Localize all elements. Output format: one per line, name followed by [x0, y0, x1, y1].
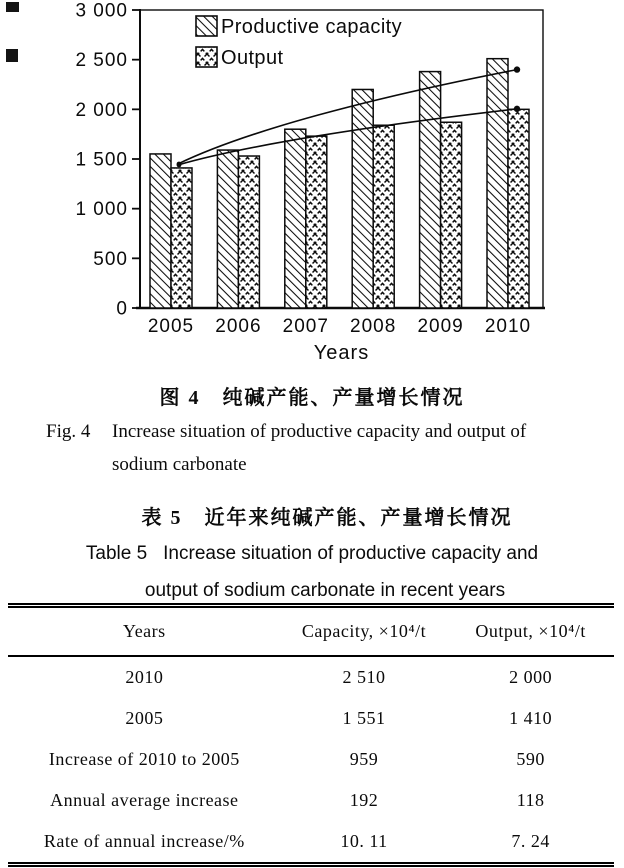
x-tick-label: 2009	[417, 316, 464, 337]
trend-start-marker	[177, 163, 182, 168]
table-cell: Rate of annual increase/%	[43, 831, 245, 851]
figure-caption-line1: Increase situation of productive capacity and output of	[112, 421, 527, 442]
figure-caption-en	[46, 415, 598, 481]
table-cell: 1 551	[342, 708, 386, 728]
output-bar-2005	[171, 168, 192, 308]
table-row	[8, 698, 614, 739]
table-cell: 959	[349, 749, 379, 769]
legend-label: Output	[221, 47, 284, 69]
table-title-line2: output of sodium carbonate in recent years	[144, 580, 506, 601]
y-tick-label: 500	[93, 248, 128, 270]
legend-swatch-output	[196, 47, 217, 67]
y-tick-label: 2 500	[75, 50, 128, 72]
table-row	[8, 657, 614, 698]
capacity-output-bar-chart	[0, 0, 624, 372]
y-tick-label: 2 000	[75, 99, 128, 121]
figure-caption-line2: sodium carbonate	[112, 454, 247, 475]
legend-label: Productive capacity	[221, 16, 403, 38]
output-bar-2009	[441, 122, 462, 308]
capacity-bar-2010	[487, 59, 508, 308]
capacity-bar-2006	[217, 150, 238, 308]
table-cell: 10. 11	[340, 831, 388, 851]
trend-end-marker	[514, 106, 520, 112]
table-title-en	[0, 535, 624, 609]
capacity-bar-2005	[150, 154, 171, 308]
trend-end-marker	[514, 66, 520, 72]
table-cell: 2005	[125, 708, 164, 728]
table-cell: 590	[516, 749, 545, 769]
table-row	[8, 821, 614, 862]
legend-swatch-capacity	[196, 16, 217, 36]
table-cell: 2 510	[342, 667, 386, 687]
table-title-label: Table 5	[85, 543, 148, 564]
x-tick-label: 2007	[282, 316, 329, 337]
y-tick-label: 1 500	[75, 149, 128, 171]
output-bar-2010	[508, 109, 529, 308]
figure-caption-label: Fig. 4	[46, 421, 91, 442]
y-tick-label: 0	[116, 298, 128, 320]
x-tick-label: 2005	[147, 316, 195, 337]
output-bar-2008	[373, 125, 394, 308]
x-tick-label: 2010	[484, 316, 532, 337]
table-row	[8, 780, 614, 821]
table-column-header: Capacity, ×10⁴/t	[301, 621, 427, 641]
table-cell: Increase of 2010 to 2005	[48, 749, 240, 769]
x-axis-label: Years	[313, 342, 370, 364]
table-header-row	[8, 608, 614, 657]
data-table	[8, 603, 614, 867]
table-cell: 118	[516, 790, 545, 810]
y-tick-label: 3 000	[75, 0, 128, 22]
output-bar-2007	[306, 136, 327, 308]
capacity-bar-2007	[285, 129, 306, 308]
table-cell: 2 000	[509, 667, 553, 687]
table-title-cn: 表 5 近年来纯碱产能、产量增长情况	[141, 507, 513, 529]
figure-caption-cn: 图 4 纯碱产能、产量增长情况	[159, 387, 465, 409]
table-cell: 192	[349, 790, 379, 810]
capacity-bar-2009	[420, 72, 441, 308]
y-tick-label: 1 000	[75, 199, 128, 221]
capacity-bar-2008	[352, 89, 373, 308]
table-cell: 7. 24	[511, 831, 550, 851]
table-row	[8, 739, 614, 780]
table-cell: 1 410	[509, 708, 553, 728]
table-column-header: Years	[123, 621, 166, 641]
table-body	[8, 657, 614, 862]
output-bar-2006	[238, 156, 259, 308]
table-column-header: Output, ×10⁴/t	[475, 621, 586, 641]
table-cell: Annual average increase	[50, 790, 239, 810]
table-cell: 2010	[125, 667, 164, 687]
table-title-line1: Increase situation of productive capacity and	[163, 543, 539, 564]
x-tick-label: 2006	[215, 316, 262, 337]
x-tick-label: 2008	[350, 316, 397, 337]
